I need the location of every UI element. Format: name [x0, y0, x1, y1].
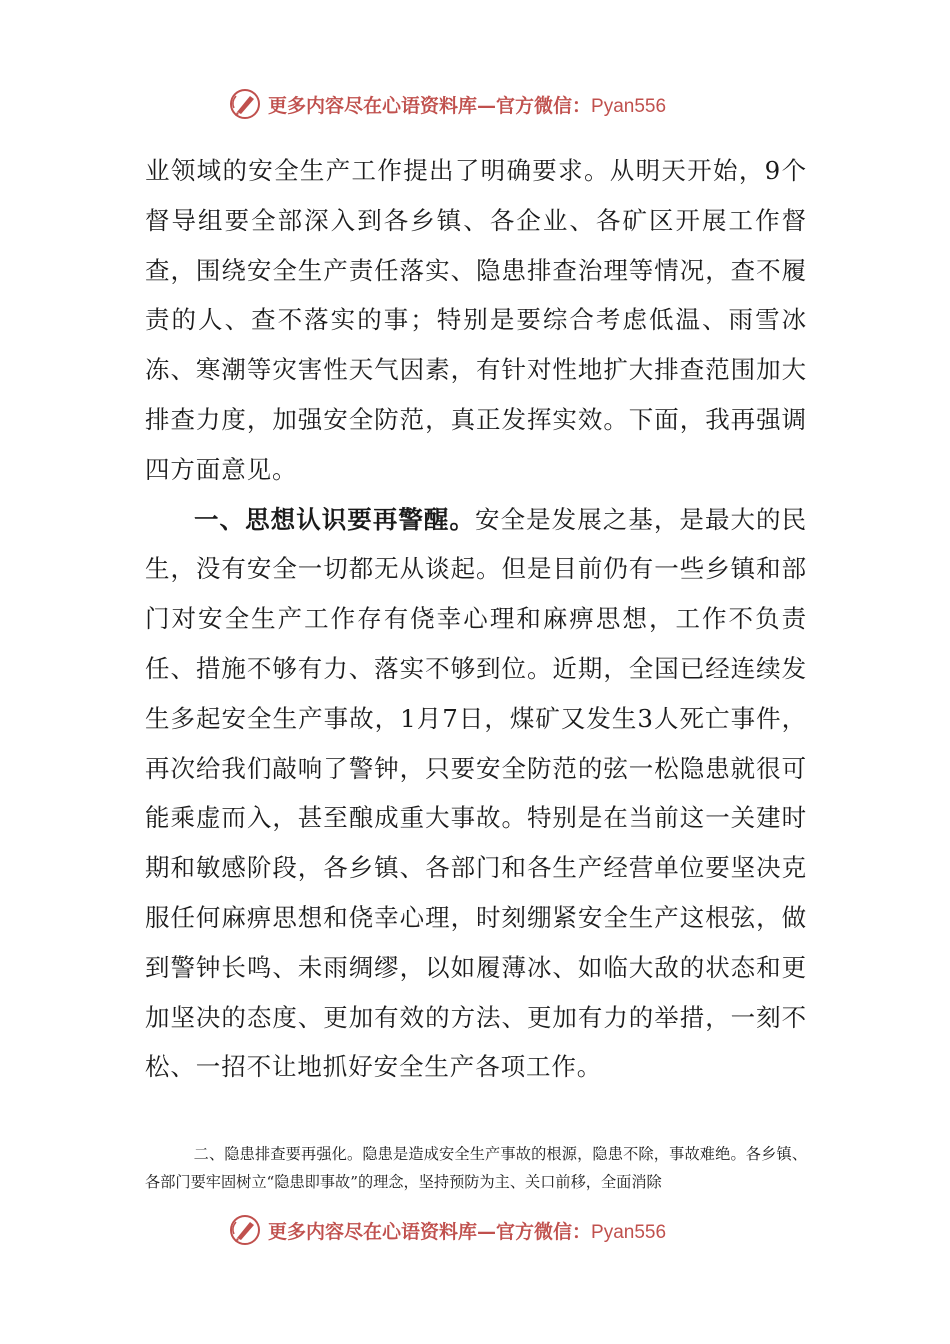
main-body-text — [145, 146, 807, 1092]
paragraph-intro: 业领域的安全生产工作提出了明确要求。从明天开始，9个督导组要全部深入到各乡镇、各企业、各矿区开展工作督查，围绕安全生产责任落实、隐患排查治理等情况，查不履责的人、查不落实的事；特别是要综合考虑低温、雨雪冰冻、寒潮等灾害性天气因素，有针对性地扩大排查范围加大排查力度，加强安全防范，真正发挥实效。下面，我再强调四方面意见。 — [145, 156, 807, 484]
pen-logo-icon — [228, 1213, 262, 1247]
footer-watermark-banner — [228, 1210, 748, 1250]
paragraph-section-1 — [145, 495, 807, 1093]
banner-text: 更多内容尽在心语资料库—官方微信：Pyan556 — [268, 94, 667, 117]
header-watermark-banner — [228, 84, 748, 124]
banner-text: 更多内容尽在心语资料库—官方微信：Pyan556 — [268, 1220, 667, 1243]
section-1-text: 安全是发展之基，是最大的民生，没有安全一切都无从谈起。但是目前仍有一些乡镇和部门对安全生产工作存有侥幸心理和麻痹思想，工作不负责任、措施不够有力、落实不够到位。近期，全国已经连续发生多起安全生产事故，1月7日，煤矿又发生3人死亡事件，再次给我们敲响了警钟，只要安全防范的弦一松隐患就很可能乘虚而入，甚至酿成重大事故。特别是在当前这一关建时期和敏感阶段，各乡镇、各部门和各生产经营单位要坚决克服任何麻痹思想和侥幸心理，时刻绷紧安全生产这根弦，做到警钟长鸣、未雨绸缪，以如履薄冰、如临大敌的状态和更加坚决的态度、更加有效的方法、更加有力的举措，一刻不松、一招不让地抓好安全生产各项工作。 — [145, 504, 807, 1082]
banner-wechat-id: Pyan556 — [591, 1221, 667, 1243]
section-1-heading: 一、思想认识要再警醒。 — [194, 504, 476, 534]
banner-wechat-id: Pyan556 — [591, 95, 667, 117]
paragraph-section-2: 二、隐患排查要再强化。隐患是造成安全生产事故的根源，隐患不除，事故难绝。各乡镇、各部门要牢固树立“隐患即事故”的理念，坚持预防为主、关口前移，全面消除 — [145, 1145, 807, 1191]
pen-logo-icon — [228, 87, 262, 121]
small-body-text — [145, 1140, 807, 1196]
